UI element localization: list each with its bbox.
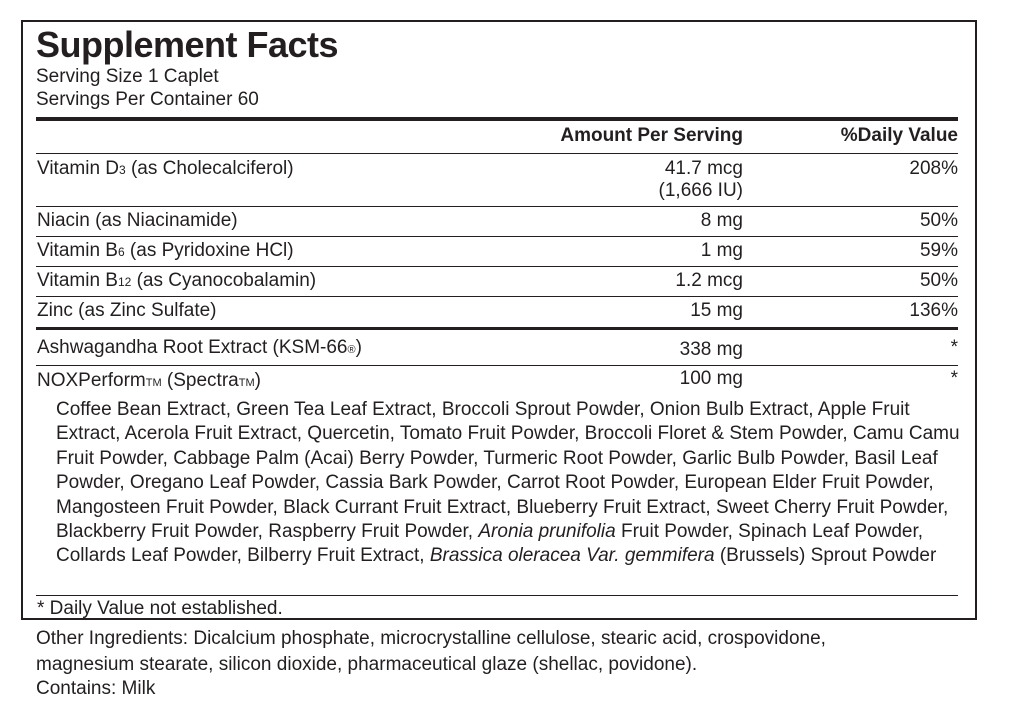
contains-allergens: Contains: Milk (36, 678, 156, 699)
other-ingredients-line-1: Other Ingredients: Dicalcium phosphate, microcrystalline cellulose, stearic acid, crospovidone, (36, 628, 826, 649)
nutrient-name: Vitamin B6 (as Pyridoxine HCl) (37, 240, 294, 261)
nutrient-name: Zinc (as Zinc Sulfate) (37, 300, 217, 321)
divider-thick (36, 117, 958, 121)
nutrient-amount: 100 mg (679, 368, 743, 389)
divider (36, 296, 958, 297)
panel-title: Supplement Facts (36, 24, 339, 65)
nutrient-daily-value: 59% (919, 240, 958, 261)
divider-thick (36, 327, 958, 330)
divider (36, 153, 958, 154)
header-amount: Amount Per Serving (560, 125, 743, 146)
nutrient-amount: 41.7 mcg (664, 158, 743, 179)
divider (36, 365, 958, 366)
divider (36, 236, 958, 237)
nutrient-name: Vitamin B12 (as Cyanocobalamin) (37, 270, 317, 291)
header-daily-value: %Daily Value (840, 125, 958, 146)
divider (36, 595, 958, 596)
footnote: * Daily Value not established. (37, 598, 283, 619)
nutrient-name: Vitamin D3 (as Cholecalciferol) (37, 158, 294, 179)
nutrient-daily-value: * (950, 337, 958, 358)
blend-ingredients: Coffee Bean Extract, Green Tea Leaf Extract, Broccoli Sprout Powder, Onion Bulb Extract, Apple Fruit Extract, Acerola Fruit Extract, Quercetin, Tomato Fruit Powder, Broccoli Floret & Stem Powder, Camu Camu Fruit Powder, Cabbage Palm (Acai) Berry Powder, Turmeric Root Powder, Garlic Bulb Powder, Basil Leaf Powder, Oregano Leaf Powder, Cassia Bark Powder, Carrot Root Powder, European Elder Fruit Powder, Mangosteen Fruit Powder, Black Currant Fruit Extract, Blueberry Fruit Extract, Sweet Cherry Fruit Powder, Blackberry Fruit Powder, Raspberry Fruit Powder, Aronia prunifolia Fruit Powder, Spinach Leaf Powder, Collards Leaf Powder, Bilberry Fruit Extract, Brassica oleracea Var. gemmifera (Brussels) Sprout Powder (56, 399, 960, 567)
nutrient-amount: 1.2 mcg (675, 270, 743, 291)
nutrient-name: Ashwagandha Root Extract (KSM-66®) (37, 337, 362, 358)
nutrient-amount-iu: (1,666 IU) (658, 180, 743, 201)
nutrient-amount: 8 mg (700, 210, 743, 231)
nutrient-daily-value: 136% (909, 300, 958, 321)
nutrient-daily-value: 50% (919, 270, 958, 291)
nutrient-amount: 1 mg (700, 240, 743, 261)
nutrient-amount: 15 mg (690, 300, 743, 321)
nutrient-daily-value: * (950, 368, 958, 389)
servings-per-container: Servings Per Container 60 (36, 89, 259, 110)
nutrient-daily-value: 208% (909, 158, 958, 179)
nutrient-amount: 338 mg (679, 339, 743, 360)
nutrient-daily-value: 50% (919, 210, 958, 231)
other-ingredients-line-2: magnesium stearate, silicon dioxide, pharmaceutical glaze (shellac, povidone). (36, 654, 698, 675)
divider (36, 266, 958, 267)
nutrient-name: NOXPerformTM (SpectraTM) (37, 370, 261, 391)
serving-size: Serving Size 1 Caplet (36, 66, 219, 87)
nutrient-name: Niacin (as Niacinamide) (37, 210, 238, 231)
supplement-facts-panel (21, 20, 977, 620)
divider (36, 206, 958, 207)
